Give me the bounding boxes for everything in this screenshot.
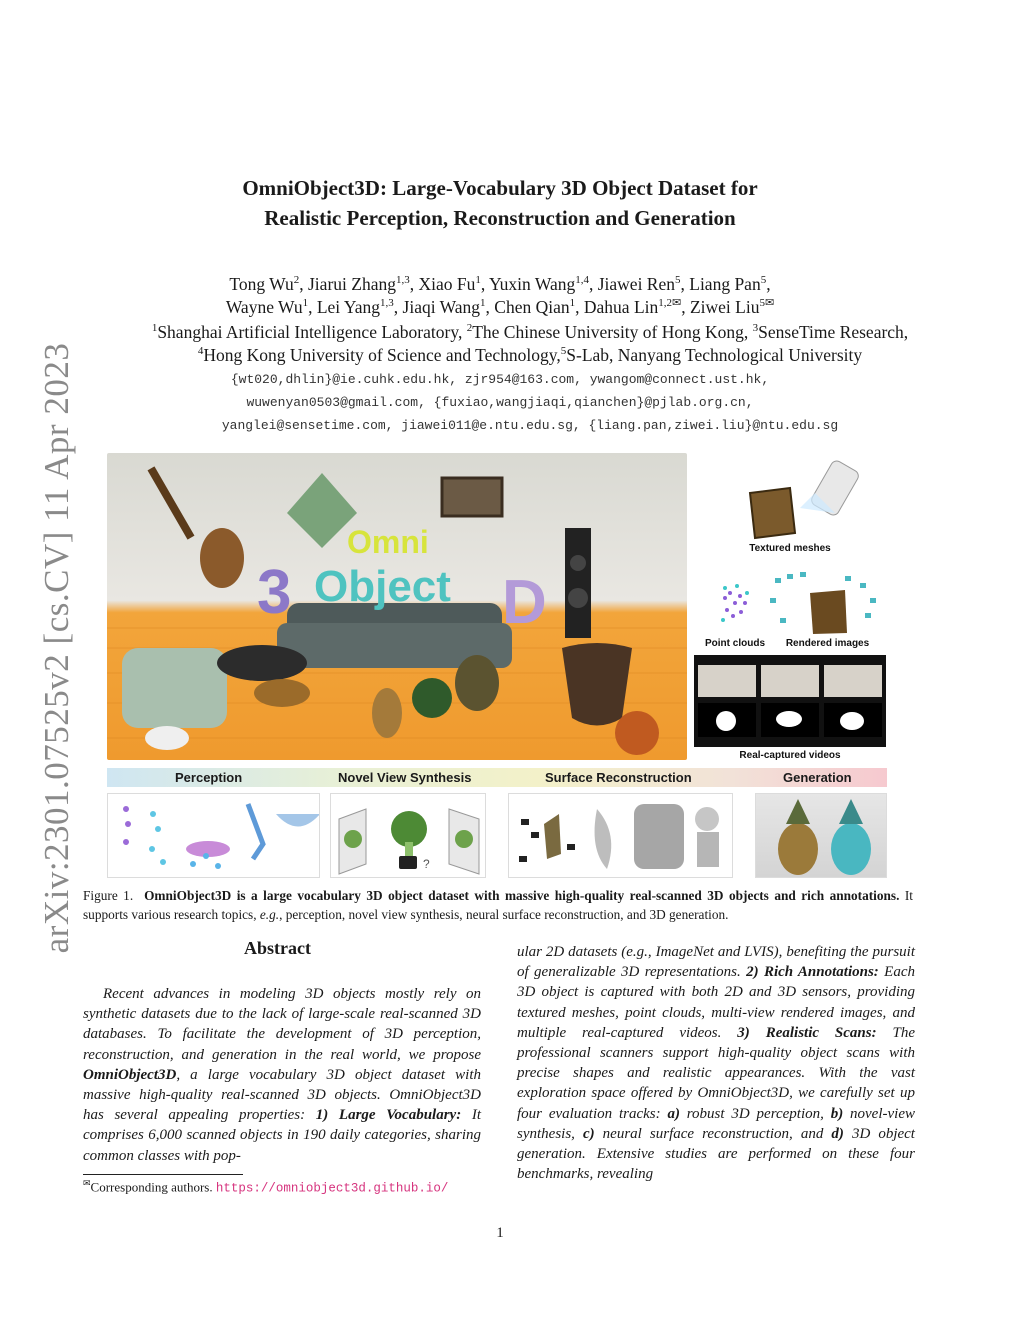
label-rendered-images: Rendered images <box>785 638 870 649</box>
email-line-1: {wt020,dhlin}@ie.cuhk.edu.hk, zjr954@163.com, ywangom@connect.ust.hk, <box>230 372 770 387</box>
authors-line-2: Wayne Wu$^1$, Lei Yang$^{1,3}$, Jiaqi Wang$^1$, Chen Qian$^1$, Dahua Lin$^{1,2✉}$, Ziwei Liu$^{5✉}$ <box>225 296 775 317</box>
scene-logo-object: Object <box>314 562 451 611</box>
affiliations-line-1: $^1$Shanghai Artificial Intelligence Laboratory, $^2$The Chinese University of Hong Kong, $^3$SenseTime Research, <box>151 321 909 342</box>
novel-view-synthesis-figure-box <box>330 793 486 878</box>
arxiv-side-stamp: arXiv:2301.07525v2 [cs.CV] 11 Apr 2023 <box>37 342 76 954</box>
abstract-left-column: Recent advances in modeling 3D objects mostly rely on synthetic datasets due to the lack of large-scale real-scanned 3D databases. To facilitate the development of 3D perception, reconstruction, and generation in the real world, we propose OmniObject3D, a large vocabulary 3D object dataset with massive high-quality real-scanned 3D objects. OmniObject3D has several appealing properties: 1) Large Vocabulary: It comprises 6,000 scanned objects in 190 daily categories, sharing common classes with pop- <box>83 986 481 1164</box>
figure-scene-image <box>107 453 687 760</box>
point-clouds-rendered-images-panel <box>705 568 885 638</box>
scene-letter-3: 3 <box>257 558 292 627</box>
figure-1-caption: Figure 1. OmniObject3D is a large vocabulary 3D object dataset with massive high-quality real-scanned 3D objects and rich annotations. It supports various research topics, e.g., perception, novel view synthesis, neural surface reconstruction, and 3D generation. <box>83 888 914 922</box>
task-perception-label: Perception <box>175 770 243 785</box>
real-captured-videos-filmstrip <box>694 655 886 747</box>
scene-letter-d: D <box>502 568 547 637</box>
authors-line-1: Tong Wu$^2$, Jiarui Zhang$^{1,3}$, Xiao Fu$^1$, Yuxin Wang$^{1,4}$, Jiawei Ren$^5$, Liang Pan$^5$, <box>229 273 771 294</box>
svg-text:?: ? <box>423 857 430 871</box>
affiliations-line-2: $^4$Hong Kong University of Science and Technology,$^5$S-Lab, Nanyang Technological University <box>197 344 863 365</box>
scene-logo-omni: Omni <box>347 524 429 560</box>
label-real-captured-videos: Real-captured videos <box>739 750 841 761</box>
project-url-link[interactable]: https://omniobject3d.github.io/ <box>215 1181 449 1196</box>
mask-frame-1 <box>698 703 756 737</box>
task-generation-label: Generation <box>783 770 852 785</box>
video-frame-1 <box>698 665 756 697</box>
task-novel-view-synthesis-label: Novel View Synthesis <box>338 770 472 785</box>
task-band <box>107 768 887 787</box>
generation-figure-box <box>755 793 887 878</box>
email-line-3: yanglei@sensetime.com, jiawei011@e.ntu.edu.sg, {liang.pan,ziwei.liu}@ntu.edu.sg <box>221 418 839 433</box>
paper-title-line-1: OmniObject3D: Large-Vocabulary 3D Object Dataset for <box>242 176 758 200</box>
paper-title-line-2: Realistic Perception, Reconstruction and Generation <box>264 206 736 230</box>
mask-frame-2 <box>761 703 819 737</box>
mask-frame-3 <box>824 703 882 737</box>
surface-reconstruction-figure-box <box>508 793 733 878</box>
envelope-icon: ✉ <box>83 1178 91 1188</box>
task-surface-reconstruction-label: Surface Reconstruction <box>545 770 692 785</box>
perception-figure-box <box>107 793 320 878</box>
footnote-rule <box>83 1174 243 1175</box>
video-frame-3 <box>824 665 882 697</box>
page-number: 1 <box>496 1225 504 1241</box>
label-point-clouds: Point clouds <box>705 638 765 649</box>
textured-meshes-panel <box>705 458 885 543</box>
footnote: ✉Corresponding authors. https://omniobject3d.github.io/ <box>83 1178 449 1196</box>
abstract-heading: Abstract <box>244 938 311 958</box>
email-line-2: wuwenyan0503@gmail.com, {fuxiao,wangjiaqi,qianchen}@pjlab.org.cn, <box>246 395 754 410</box>
abstract-right-column: ular 2D datasets (e.g., ImageNet and LVIS), benefiting the pursuit of generalizable 3D representations. 2) Rich Annotations: Each 3D object is captured with both 2D and 3D sensors, providing textured meshes, point clouds, multi-view rendered images, and multiple real-captured videos. 3) Realistic Scans: The professional scanners support high-quality object scans with precise shapes and realistic appearances. With the vast exploration space offered by OmniObject3D, we carefully set up four evaluation tracks: a) robust 3D perception, b) novel-view synthesis, c) neural surface reconstruction, and d) 3D object generation. Extensive studies are performed on these four benchmarks, revealing <box>517 944 915 1183</box>
label-textured-meshes: Textured meshes <box>749 543 831 554</box>
video-frame-2 <box>761 665 819 697</box>
